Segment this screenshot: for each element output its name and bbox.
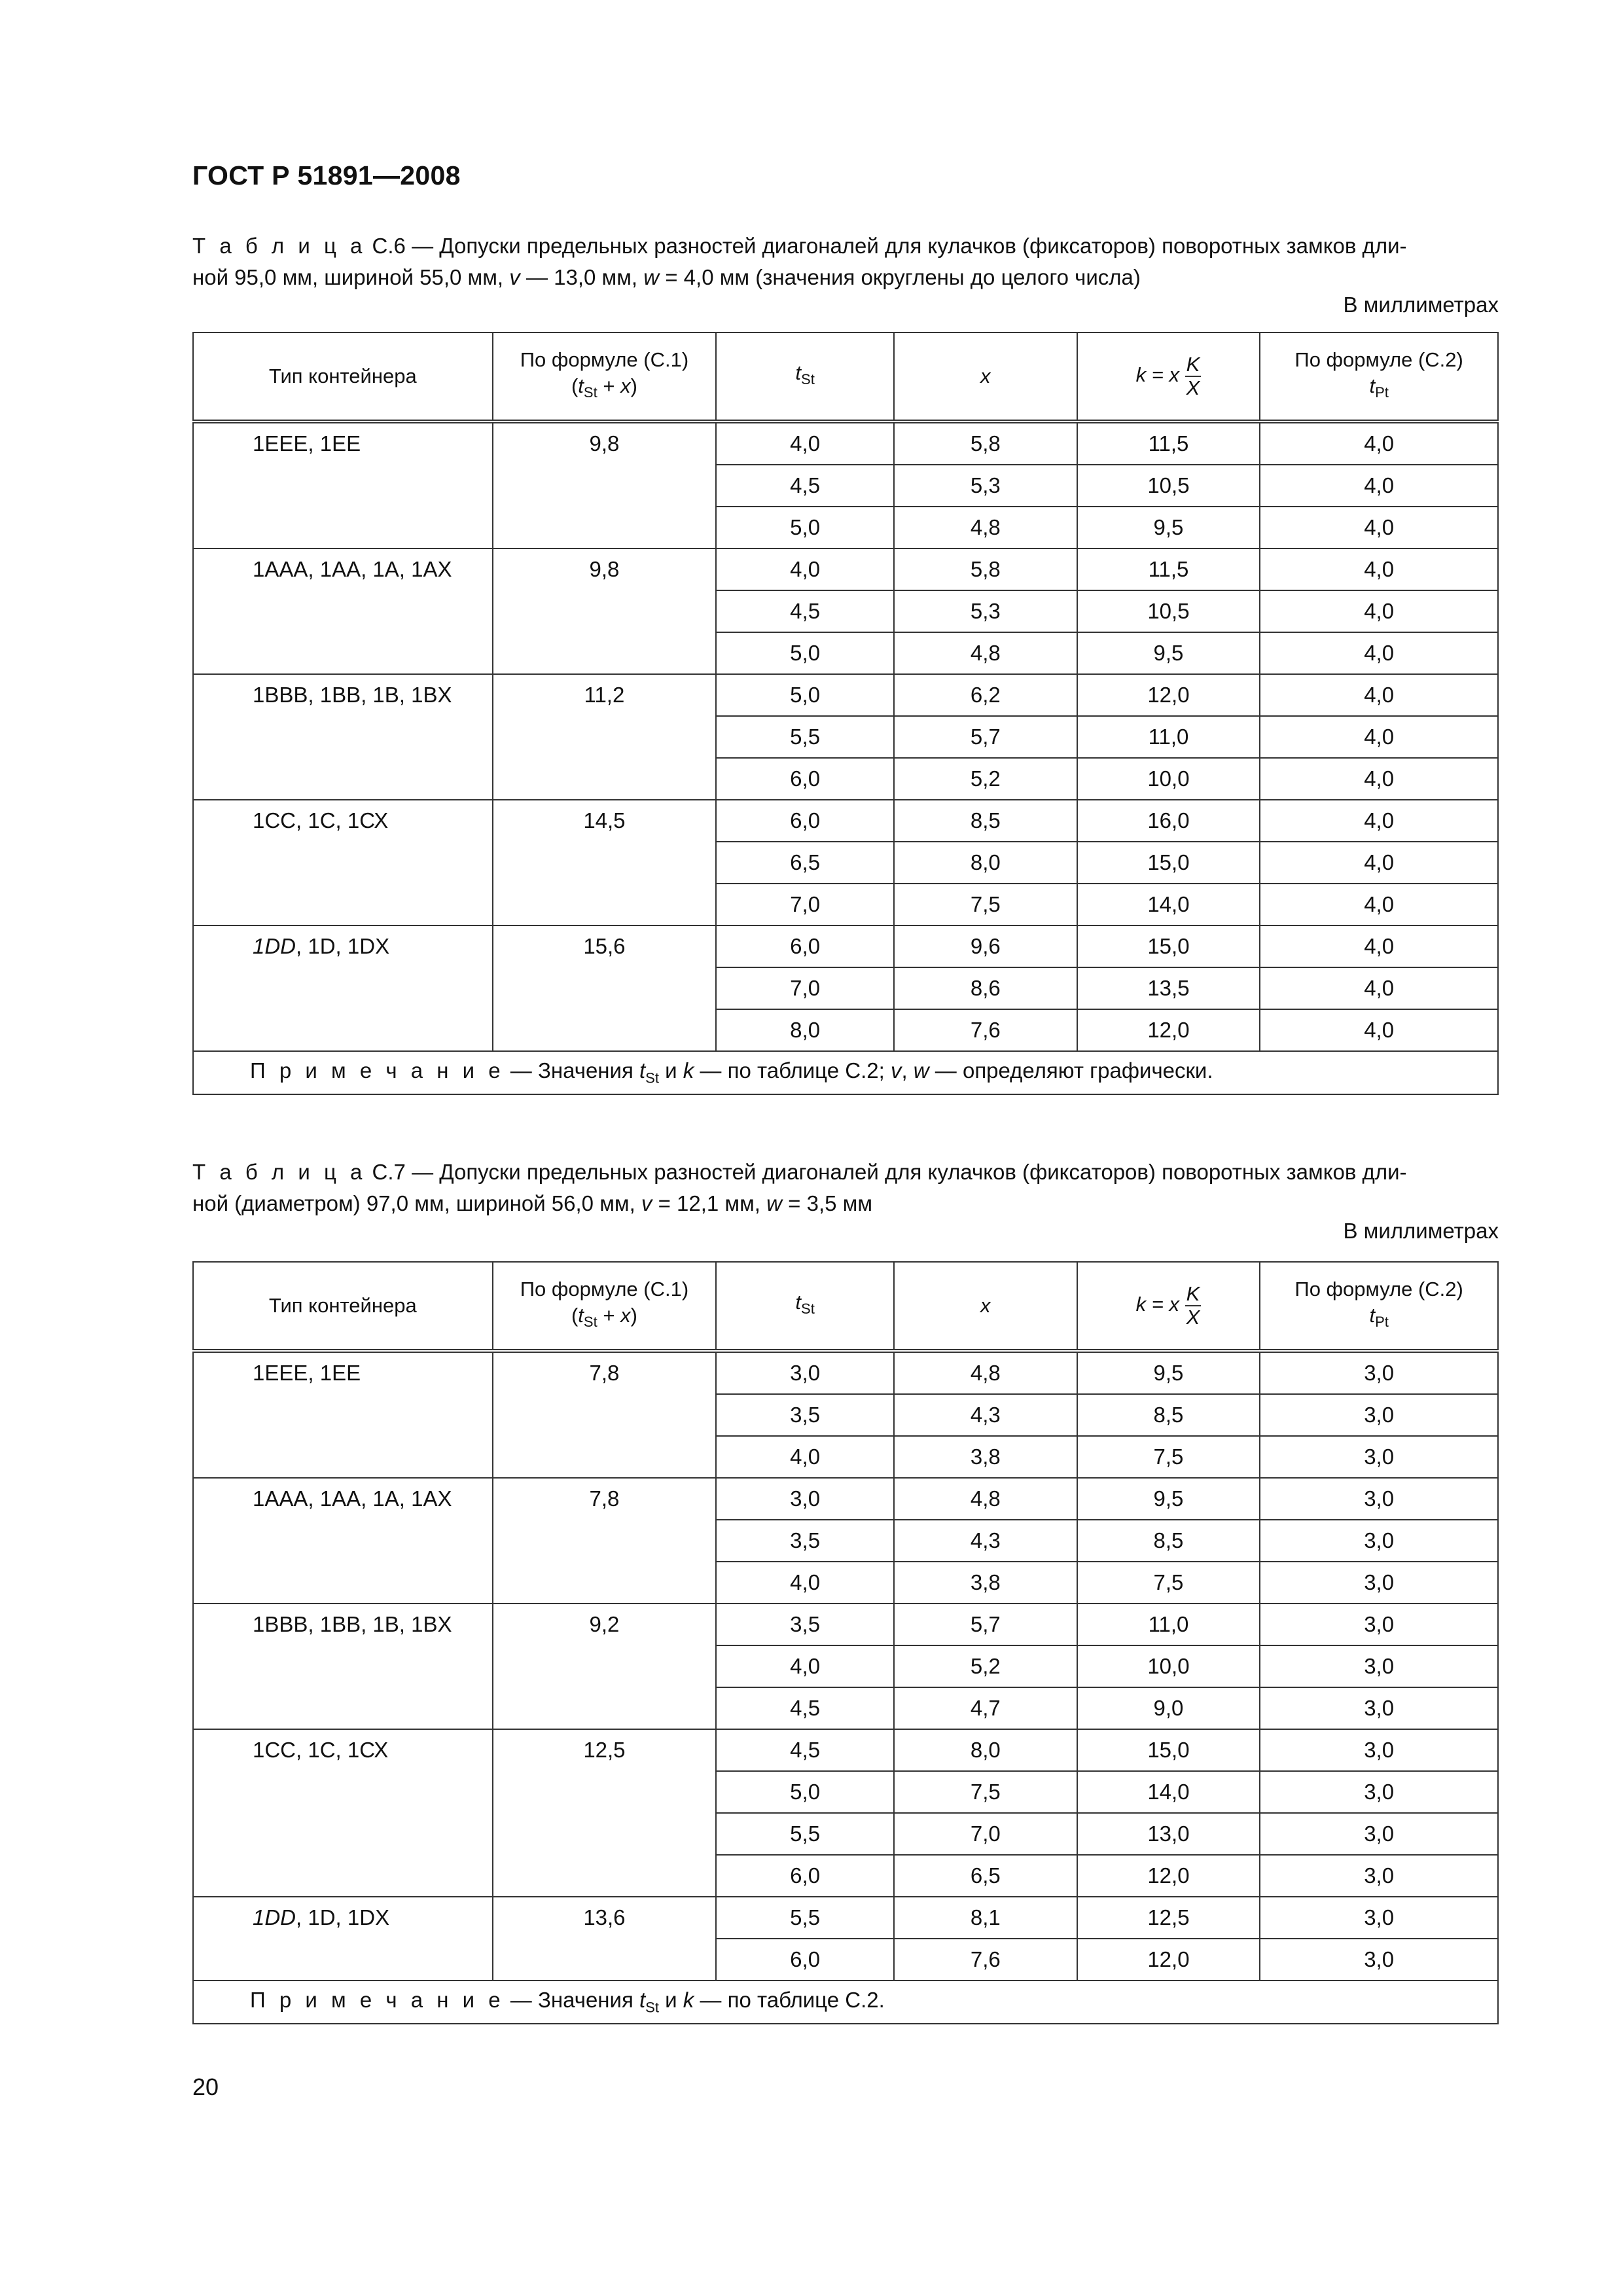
container-type-text: 1СС, 1С, 1СХ	[253, 1738, 389, 1762]
table-row	[193, 800, 1498, 842]
container-type-italic: 1DD	[253, 934, 296, 958]
table7-units: В миллиметрах	[1343, 1219, 1499, 1243]
col-x-label: x	[980, 365, 991, 387]
col-k-prefix: k = x	[1135, 363, 1179, 387]
table6-caption-line2c: = 4,0 мм (значения округлены до целого числа)	[659, 265, 1141, 289]
tst-cell: 7,0	[716, 884, 894, 925]
k-cell: 15,0	[1077, 1729, 1260, 1771]
tst-cell: 6,5	[716, 842, 894, 884]
table-row	[193, 925, 1498, 967]
tpt-cell: 3,0	[1260, 1394, 1498, 1436]
table7-caption-line2a: ной (диаметром) 97,0 мм, шириной 56,0 мм,	[192, 1191, 641, 1215]
container-type-cell	[193, 422, 493, 548]
formula1-expr-x: x	[620, 374, 631, 397]
table6-label: Т а б л и ц а	[192, 234, 366, 258]
table7-note-t1: — Значения	[504, 1988, 639, 2013]
col-container-type-header	[193, 332, 493, 422]
col-container-type-label: Тип контейнера	[268, 365, 417, 387]
table6-note-var-v: v	[890, 1058, 902, 1083]
tst-cell: 3,5	[716, 1520, 894, 1562]
table7-caption-line2c: = 3,5 мм	[781, 1191, 873, 1215]
container-type-text: , 1D, 1DX	[296, 1905, 390, 1929]
k-cell: 9,5	[1077, 1478, 1260, 1520]
table7-body	[193, 1351, 1498, 1981]
table7-note-label: П р и м е ч а н и е	[250, 1988, 505, 2013]
formula1-expr-open: (	[571, 1303, 579, 1327]
container-type-italic: 1DD	[253, 1905, 296, 1929]
tst-cell: 4,0	[716, 1645, 894, 1687]
tpt-cell: 4,0	[1260, 548, 1498, 590]
tst-cell: 5,0	[716, 1771, 894, 1813]
col-formula2-label: По формуле (С.2)	[1294, 348, 1463, 371]
col-tpt-sub: Pt	[1375, 384, 1389, 401]
k-cell: 15,0	[1077, 925, 1260, 967]
tpt-cell: 4,0	[1260, 967, 1498, 1009]
tst-cell: 3,0	[716, 1351, 894, 1394]
formula1-expr-var: t	[578, 374, 584, 397]
col-k-prefix: k = x	[1135, 1293, 1179, 1316]
tpt-cell: 4,0	[1260, 884, 1498, 925]
k-cell: 16,0	[1077, 800, 1260, 842]
table6-caption-line2b: — 13,0 мм,	[520, 265, 644, 289]
tst-cell: 5,0	[716, 632, 894, 674]
k-cell: 12,5	[1077, 1897, 1260, 1939]
tst-cell: 6,0	[716, 1939, 894, 1981]
col-k-header	[1077, 1262, 1260, 1351]
col-tst-sub: St	[801, 1300, 815, 1318]
tpt-cell: 3,0	[1260, 1520, 1498, 1562]
table-row	[193, 1897, 1498, 1939]
container-type-cell	[193, 1897, 493, 1981]
k-cell: 9,5	[1077, 1351, 1260, 1394]
x-cell: 5,2	[894, 1645, 1077, 1687]
x-cell: 4,3	[894, 1394, 1077, 1436]
k-cell: 8,5	[1077, 1394, 1260, 1436]
x-cell: 5,7	[894, 716, 1077, 758]
col-tpt-var: t	[1369, 374, 1376, 397]
formula1-cell: 9,8	[493, 422, 717, 548]
tpt-cell: 3,0	[1260, 1604, 1498, 1645]
tst-cell: 5,5	[716, 1897, 894, 1939]
tpt-cell: 4,0	[1260, 800, 1498, 842]
k-cell: 11,0	[1077, 1604, 1260, 1645]
x-cell: 7,5	[894, 1771, 1077, 1813]
col-tpt-sub: Pt	[1375, 1314, 1389, 1331]
col-k-denominator: X	[1186, 376, 1200, 399]
table6-number: С.6	[372, 234, 406, 258]
tst-cell: 4,0	[716, 422, 894, 465]
tpt-cell: 3,0	[1260, 1855, 1498, 1897]
table6-units: В миллиметрах	[1343, 293, 1499, 317]
k-cell: 15,0	[1077, 842, 1260, 884]
col-x-header	[894, 332, 1077, 422]
table7-note-var-t: t	[639, 1988, 646, 2013]
table7-note-sub: St	[645, 1999, 659, 2016]
table7-number: С.7	[372, 1160, 406, 1184]
tst-cell: 3,5	[716, 1604, 894, 1645]
container-type-text: 1СС, 1С, 1СХ	[253, 808, 389, 833]
col-tst-header	[716, 1262, 894, 1351]
x-cell: 8,0	[894, 842, 1077, 884]
col-formula2-label: По формуле (С.2)	[1294, 1277, 1463, 1300]
col-k-numerator: K	[1186, 1282, 1200, 1305]
k-cell: 12,0	[1077, 1939, 1260, 1981]
formula1-cell: 7,8	[493, 1478, 717, 1604]
tpt-cell: 4,0	[1260, 632, 1498, 674]
col-formula1-label: По формуле (С.1)	[520, 348, 689, 371]
table7-note-t2: и	[658, 1988, 683, 2013]
col-x-label: x	[980, 1294, 991, 1317]
table6-note-label: П р и м е ч а н и е	[250, 1058, 505, 1083]
formula1-cell: 14,5	[493, 800, 717, 925]
col-k-fraction	[1185, 353, 1202, 399]
table7	[192, 1261, 1499, 2024]
k-cell: 10,5	[1077, 465, 1260, 507]
tst-cell: 4,0	[716, 1436, 894, 1478]
formula1-expr-var: t	[578, 1303, 584, 1327]
col-k-numerator: K	[1186, 353, 1200, 376]
formula1-expr-sub: St	[583, 384, 597, 401]
tst-cell: 7,0	[716, 967, 894, 1009]
tpt-cell: 3,0	[1260, 1645, 1498, 1687]
x-cell: 4,3	[894, 1520, 1077, 1562]
table-row	[193, 674, 1498, 716]
table6-note-t3: — по таблице С.2;	[694, 1058, 891, 1083]
container-type-cell	[193, 1351, 493, 1478]
col-tpt-var: t	[1369, 1303, 1376, 1327]
formula1-cell: 7,8	[493, 1351, 717, 1478]
tpt-cell: 4,0	[1260, 422, 1498, 465]
table6-note-t2: и	[658, 1058, 683, 1083]
table6-note-var-w: w	[913, 1058, 929, 1083]
container-type-text: 1ЕЕЕ, 1ЕЕ	[253, 431, 361, 456]
col-formula1-header	[493, 1262, 717, 1351]
table7-caption-line2b: = 12,1 мм,	[652, 1191, 767, 1215]
tst-cell: 8,0	[716, 1009, 894, 1051]
table-row	[193, 1604, 1498, 1645]
container-type-cell	[193, 1729, 493, 1897]
tst-cell: 4,5	[716, 1687, 894, 1729]
table6-caption-w: w	[643, 265, 660, 289]
container-type-text: 1ААА, 1АА, 1А, 1АХ	[253, 557, 452, 581]
table6-note-row	[193, 1051, 1498, 1094]
x-cell: 8,6	[894, 967, 1077, 1009]
container-type-cell	[193, 1604, 493, 1729]
formula1-expr-close: )	[630, 1303, 637, 1327]
x-cell: 6,2	[894, 674, 1077, 716]
col-formula1-label: По формуле (С.1)	[520, 1277, 689, 1300]
tst-cell: 5,5	[716, 716, 894, 758]
tpt-cell: 4,0	[1260, 758, 1498, 800]
k-cell: 14,0	[1077, 884, 1260, 925]
table7-caption-line1: — Допуски предельных разностей диагоналей для кулачков (фиксаторов) поворотных замков дли-	[405, 1160, 1407, 1184]
table-row	[193, 422, 1498, 465]
table7-note-t3: — по таблице С.2.	[694, 1988, 885, 2013]
container-type-cell	[193, 548, 493, 674]
x-cell: 5,2	[894, 758, 1077, 800]
table6-note-sub: St	[645, 1069, 659, 1086]
tpt-cell: 4,0	[1260, 674, 1498, 716]
table7-note-row	[193, 1981, 1498, 2024]
tst-cell: 6,0	[716, 758, 894, 800]
tst-cell: 5,0	[716, 674, 894, 716]
tpt-cell: 4,0	[1260, 590, 1498, 632]
x-cell: 4,8	[894, 1351, 1077, 1394]
x-cell: 4,8	[894, 632, 1077, 674]
col-k-fraction	[1185, 1283, 1202, 1329]
table7-caption	[192, 1157, 1501, 1219]
tpt-cell: 4,0	[1260, 465, 1498, 507]
tpt-cell: 3,0	[1260, 1562, 1498, 1604]
table6-note-t4: ,	[901, 1058, 914, 1083]
tpt-cell: 4,0	[1260, 842, 1498, 884]
table6-caption-v: v	[509, 265, 520, 289]
table6-note	[193, 1051, 1498, 1094]
k-cell: 11,5	[1077, 422, 1260, 465]
table6-header-row	[193, 332, 1498, 422]
x-cell: 8,5	[894, 800, 1077, 842]
formula1-expr-open: (	[571, 374, 579, 397]
tpt-cell: 3,0	[1260, 1687, 1498, 1729]
tst-cell: 4,0	[716, 1562, 894, 1604]
table7-header-row	[193, 1262, 1498, 1351]
col-k-header	[1077, 332, 1260, 422]
table6-note-var-k: k	[683, 1058, 694, 1083]
x-cell: 9,6	[894, 925, 1077, 967]
table-row	[193, 1478, 1498, 1520]
x-cell: 4,7	[894, 1687, 1077, 1729]
table7-label: Т а б л и ц а	[192, 1160, 366, 1184]
x-cell: 6,5	[894, 1855, 1077, 1897]
k-cell: 10,0	[1077, 758, 1260, 800]
container-type-text: 1ААА, 1АА, 1А, 1АХ	[253, 1486, 452, 1511]
tst-cell: 6,0	[716, 1855, 894, 1897]
tst-cell: 5,5	[716, 1813, 894, 1855]
table6-caption	[192, 230, 1501, 293]
container-type-cell	[193, 800, 493, 925]
table7-caption-v: v	[641, 1191, 652, 1215]
container-type-text: , 1D, 1DX	[296, 934, 390, 958]
x-cell: 7,6	[894, 1009, 1077, 1051]
x-cell: 7,5	[894, 884, 1077, 925]
x-cell: 5,8	[894, 548, 1077, 590]
table6-caption-line2a: ной 95,0 мм, шириной 55,0 мм,	[192, 265, 510, 289]
table7-caption-w: w	[766, 1191, 782, 1215]
formula1-cell: 12,5	[493, 1729, 717, 1897]
table-row	[193, 1351, 1498, 1394]
tst-cell: 6,0	[716, 800, 894, 842]
k-cell: 12,0	[1077, 1009, 1260, 1051]
tst-cell: 6,0	[716, 925, 894, 967]
tst-cell: 4,5	[716, 1729, 894, 1771]
x-cell: 8,1	[894, 1897, 1077, 1939]
tpt-cell: 3,0	[1260, 1729, 1498, 1771]
tst-cell: 3,0	[716, 1478, 894, 1520]
formula1-expr-close: )	[630, 374, 637, 397]
col-tst-var: t	[795, 361, 802, 384]
tpt-cell: 4,0	[1260, 925, 1498, 967]
x-cell: 5,3	[894, 465, 1077, 507]
k-cell: 9,5	[1077, 632, 1260, 674]
x-cell: 4,8	[894, 507, 1077, 548]
x-cell: 5,7	[894, 1604, 1077, 1645]
col-k-denominator: X	[1186, 1306, 1200, 1329]
table6-note-t5: — определяют графически.	[929, 1058, 1213, 1083]
formula1-cell: 11,2	[493, 674, 717, 800]
x-cell: 8,0	[894, 1729, 1077, 1771]
formula1-cell: 15,6	[493, 925, 717, 1051]
k-cell: 12,0	[1077, 674, 1260, 716]
k-cell: 11,0	[1077, 716, 1260, 758]
container-type-cell	[193, 674, 493, 800]
k-cell: 10,5	[1077, 590, 1260, 632]
tpt-cell: 3,0	[1260, 1939, 1498, 1981]
k-cell: 10,0	[1077, 1645, 1260, 1687]
k-cell: 7,5	[1077, 1436, 1260, 1478]
table6	[192, 332, 1499, 1095]
table7-note-var-k: k	[683, 1988, 694, 2013]
tpt-cell: 3,0	[1260, 1813, 1498, 1855]
table7-note	[193, 1981, 1498, 2024]
col-formula1-header	[493, 332, 717, 422]
x-cell: 3,8	[894, 1436, 1077, 1478]
tst-cell: 5,0	[716, 507, 894, 548]
col-tst-sub: St	[801, 371, 815, 388]
tst-cell: 4,5	[716, 590, 894, 632]
tpt-cell: 3,0	[1260, 1771, 1498, 1813]
col-container-type-label: Тип контейнера	[268, 1294, 417, 1317]
col-container-type-header	[193, 1262, 493, 1351]
x-cell: 7,6	[894, 1939, 1077, 1981]
k-cell: 13,5	[1077, 967, 1260, 1009]
table6-note-var-t: t	[639, 1058, 646, 1083]
col-tst-var: t	[795, 1290, 802, 1314]
formula1-expr-sub: St	[583, 1314, 597, 1331]
k-cell: 7,5	[1077, 1562, 1260, 1604]
tpt-cell: 3,0	[1260, 1351, 1498, 1394]
standard-designation: ГОСТ Р 51891—2008	[192, 160, 461, 190]
k-cell: 9,0	[1077, 1687, 1260, 1729]
k-cell: 8,5	[1077, 1520, 1260, 1562]
tst-cell: 4,0	[716, 548, 894, 590]
x-cell: 4,8	[894, 1478, 1077, 1520]
page-number: 20	[192, 2073, 219, 2100]
col-formula2-header	[1260, 1262, 1498, 1351]
k-cell: 13,0	[1077, 1813, 1260, 1855]
col-tst-header	[716, 332, 894, 422]
col-formula1-expr	[571, 374, 637, 401]
k-cell: 14,0	[1077, 1771, 1260, 1813]
formula1-cell: 9,8	[493, 548, 717, 674]
table6-body	[193, 422, 1498, 1051]
tpt-cell: 3,0	[1260, 1478, 1498, 1520]
container-type-cell	[193, 1478, 493, 1604]
tpt-cell: 3,0	[1260, 1897, 1498, 1939]
formula1-expr-rest: +	[597, 374, 621, 397]
container-type-cell	[193, 925, 493, 1051]
table-row	[193, 1729, 1498, 1771]
formula1-expr-rest: +	[597, 1303, 621, 1327]
tst-cell: 3,5	[716, 1394, 894, 1436]
table-row	[193, 548, 1498, 590]
table6-caption-line1: — Допуски предельных разностей диагоналей для кулачков (фиксаторов) поворотных замков дли-	[405, 234, 1407, 258]
tpt-cell: 4,0	[1260, 1009, 1498, 1051]
col-x-header	[894, 1262, 1077, 1351]
container-type-text: 1BBB, 1BB, 1B, 1BX	[253, 1612, 452, 1636]
tpt-cell: 3,0	[1260, 1436, 1498, 1478]
x-cell: 5,8	[894, 422, 1077, 465]
table6-note-t1: — Значения	[504, 1058, 639, 1083]
k-cell: 11,5	[1077, 548, 1260, 590]
x-cell: 3,8	[894, 1562, 1077, 1604]
container-type-text: 1BBB, 1BB, 1B, 1BX	[253, 683, 452, 707]
col-formula1-expr	[571, 1303, 637, 1331]
tpt-cell: 4,0	[1260, 507, 1498, 548]
x-cell: 7,0	[894, 1813, 1077, 1855]
container-type-text: 1ЕЕЕ, 1ЕЕ	[253, 1361, 361, 1385]
tpt-cell: 4,0	[1260, 716, 1498, 758]
x-cell: 5,3	[894, 590, 1077, 632]
formula1-cell: 9,2	[493, 1604, 717, 1729]
tst-cell: 4,5	[716, 465, 894, 507]
k-cell: 12,0	[1077, 1855, 1260, 1897]
k-cell: 9,5	[1077, 507, 1260, 548]
formula1-expr-x: x	[620, 1303, 631, 1327]
col-formula2-header	[1260, 332, 1498, 422]
formula1-cell: 13,6	[493, 1897, 717, 1981]
